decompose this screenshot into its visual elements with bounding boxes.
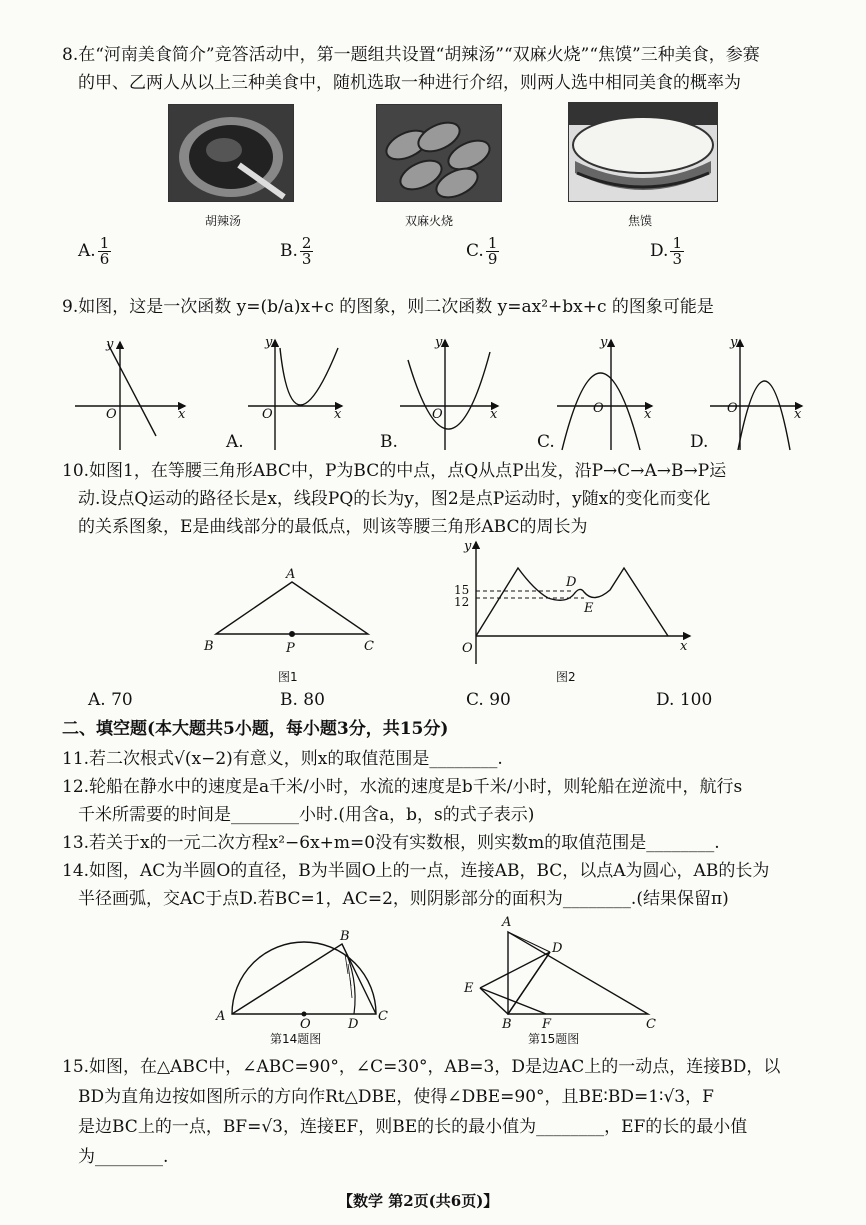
q15-figure-caption: 第15题图 [528, 1032, 580, 1046]
svg-text:D: D [348, 1017, 359, 1028]
svg-text:E: E [464, 981, 474, 996]
svg-text:D: D [566, 575, 577, 590]
q15-line4: 为________. [78, 1147, 169, 1167]
q8-line1: 8.在“河南美食简介”竞答活动中，第一题组共设置“胡辣汤”“双麻火烧”“焦馍”三种美食，参赛 [62, 45, 760, 65]
q14-line2: 半径画弧，交AC于点D.若BC=1，AC=2，则阴影部分的面积为________.(结果保留π) [78, 889, 729, 909]
q9-option-c: C. [537, 432, 555, 452]
q10-figure-2-graph [444, 536, 694, 666]
svg-text:P: P [286, 641, 295, 656]
q14-figure-caption: 第14题图 [270, 1032, 322, 1046]
svg-text:E: E [584, 601, 594, 616]
svg-text:y: y [265, 335, 273, 350]
svg-text:x: x [644, 407, 652, 422]
q10-figure-1-caption: 图1 [278, 670, 298, 684]
svg-text:y: y [435, 335, 443, 350]
q15-figure-triangle [458, 912, 668, 1030]
svg-text:C: C [364, 639, 374, 654]
q10-figure-2-caption: 图2 [556, 670, 576, 684]
svg-text:O: O [262, 407, 273, 422]
svg-text:A: A [216, 1009, 226, 1024]
svg-text:O: O [432, 407, 443, 422]
q12-line1: 12.轮船在静水中的速度是a千米/小时，水流的速度是b千米/小时，则轮船在逆流中，航行s [62, 777, 743, 797]
q10-figure-1-triangle [200, 560, 390, 660]
q10-option-c: C. 90 [466, 690, 511, 710]
q9-option-a: A. [226, 432, 244, 452]
svg-text:A: A [286, 567, 296, 582]
svg-text:y: y [106, 337, 114, 352]
svg-text:y: y [730, 335, 738, 350]
svg-text:O: O [727, 401, 738, 416]
q14-figure-semicircle [212, 924, 396, 1028]
q10-option-d: D. 100 [656, 690, 713, 710]
caption-double-sesame-bun: 双麻火烧 [405, 214, 454, 228]
q10-line2: 动.设点Q运动的路径长是x，线段PQ的长为y，图2是点P运动时，y随x的变化而变化 [78, 489, 711, 509]
q14-line1: 14.如图，AC为半圆O的直径，B为半圆O上的一点，连接AB，BC，以点A为圆心，AB的长为 [62, 861, 770, 881]
caption-jiaomo: 焦馍 [628, 214, 653, 228]
svg-text:x: x [680, 639, 688, 654]
svg-text:A: A [502, 915, 512, 930]
q10-fig2-tick-15: 15 [454, 583, 470, 597]
section-2-heading: 二、填空题(本大题共5小题，每小题3分，共15分) [62, 719, 449, 739]
svg-text:C: C [378, 1009, 388, 1024]
svg-text:B: B [204, 639, 214, 654]
svg-text:D: D [552, 941, 563, 956]
double-sesame-bun-photo [376, 104, 502, 202]
q15-line1: 15.如图，在△ABC中，∠ABC=90°，∠C=30°，AB=3，D是边AC上的一动点，连接BD，以 [62, 1057, 781, 1077]
q10-option-a: A. 70 [88, 690, 133, 710]
svg-text:O: O [106, 407, 117, 422]
q9-option-d: D. [690, 432, 709, 452]
svg-text:B: B [502, 1017, 512, 1030]
svg-text:y: y [464, 539, 472, 554]
q8-option-d: D. $\frac{1}{3}$ [650, 234, 682, 268]
svg-text:y: y [600, 335, 608, 350]
caption-hula-soup: 胡辣汤 [205, 214, 242, 228]
q8-option-c: C. $\frac{1}{9}$ [466, 234, 498, 268]
svg-text:x: x [794, 407, 802, 422]
q10-option-b: B. 80 [280, 690, 325, 710]
q10-line3: 的关系图象，E是曲线部分的最低点，则该等腰三角形ABC的周长为 [78, 517, 588, 537]
page-footer: 【数学 第2页(共6页)】 [338, 1192, 499, 1210]
svg-text:x: x [334, 407, 342, 422]
svg-text:F: F [542, 1017, 552, 1030]
svg-text:O: O [593, 401, 604, 416]
q12-line2: 千米所需要的时间是________小时.(用含a，b，s的式子表示) [78, 805, 535, 825]
q13-text: 13.若关于x的一元二次方程x²−6x+m=0没有实数根，则实数m的取值范围是________. [62, 833, 720, 853]
q11-text: 11.若二次根式√(x−2)有意义，则x的取值范围是________. [62, 749, 503, 769]
svg-text:B: B [340, 929, 350, 944]
svg-text:x: x [490, 407, 498, 422]
q15-line3: 是边BC上的一点，BF=√3，连接EF，则BE的长的最小值为________，EF的长的最小值 [78, 1117, 748, 1137]
q9-line1: 9.如图，这是一次函数 y=(b/a)x+c 的图象，则二次函数 y=ax²+bx+c 的图象可能是 [62, 297, 714, 317]
q8-line2: 的甲、乙两人从以上三种美食中，随机选取一种进行介绍，则两人选中相同美食的概率为 [78, 73, 741, 93]
q15-line2: BD为直角边按如图所示的方向作Rt△DBE，使得∠DBE=90°，且BE∶BD=1∶√3，F [78, 1087, 714, 1107]
q8-option-a: A. $\frac{1}{6}$ [78, 234, 110, 268]
svg-text:x: x [178, 407, 186, 422]
q10-line1: 10.如图1，在等腰三角形ABC中，P为BC的中点，点Q从点P出发，沿P→C→A→B→P运 [62, 461, 727, 481]
q9-option-b: B. [380, 432, 398, 452]
q10-fig2-tick-12: 12 [454, 595, 470, 609]
jiaomo-photo [568, 102, 718, 202]
svg-text:O: O [300, 1017, 311, 1028]
hula-soup-photo [168, 104, 294, 202]
q9-graphs [70, 332, 860, 456]
q8-option-b: B. $\frac{2}{3}$ [280, 234, 312, 268]
svg-text:O: O [462, 641, 473, 656]
svg-text:C: C [646, 1017, 656, 1030]
